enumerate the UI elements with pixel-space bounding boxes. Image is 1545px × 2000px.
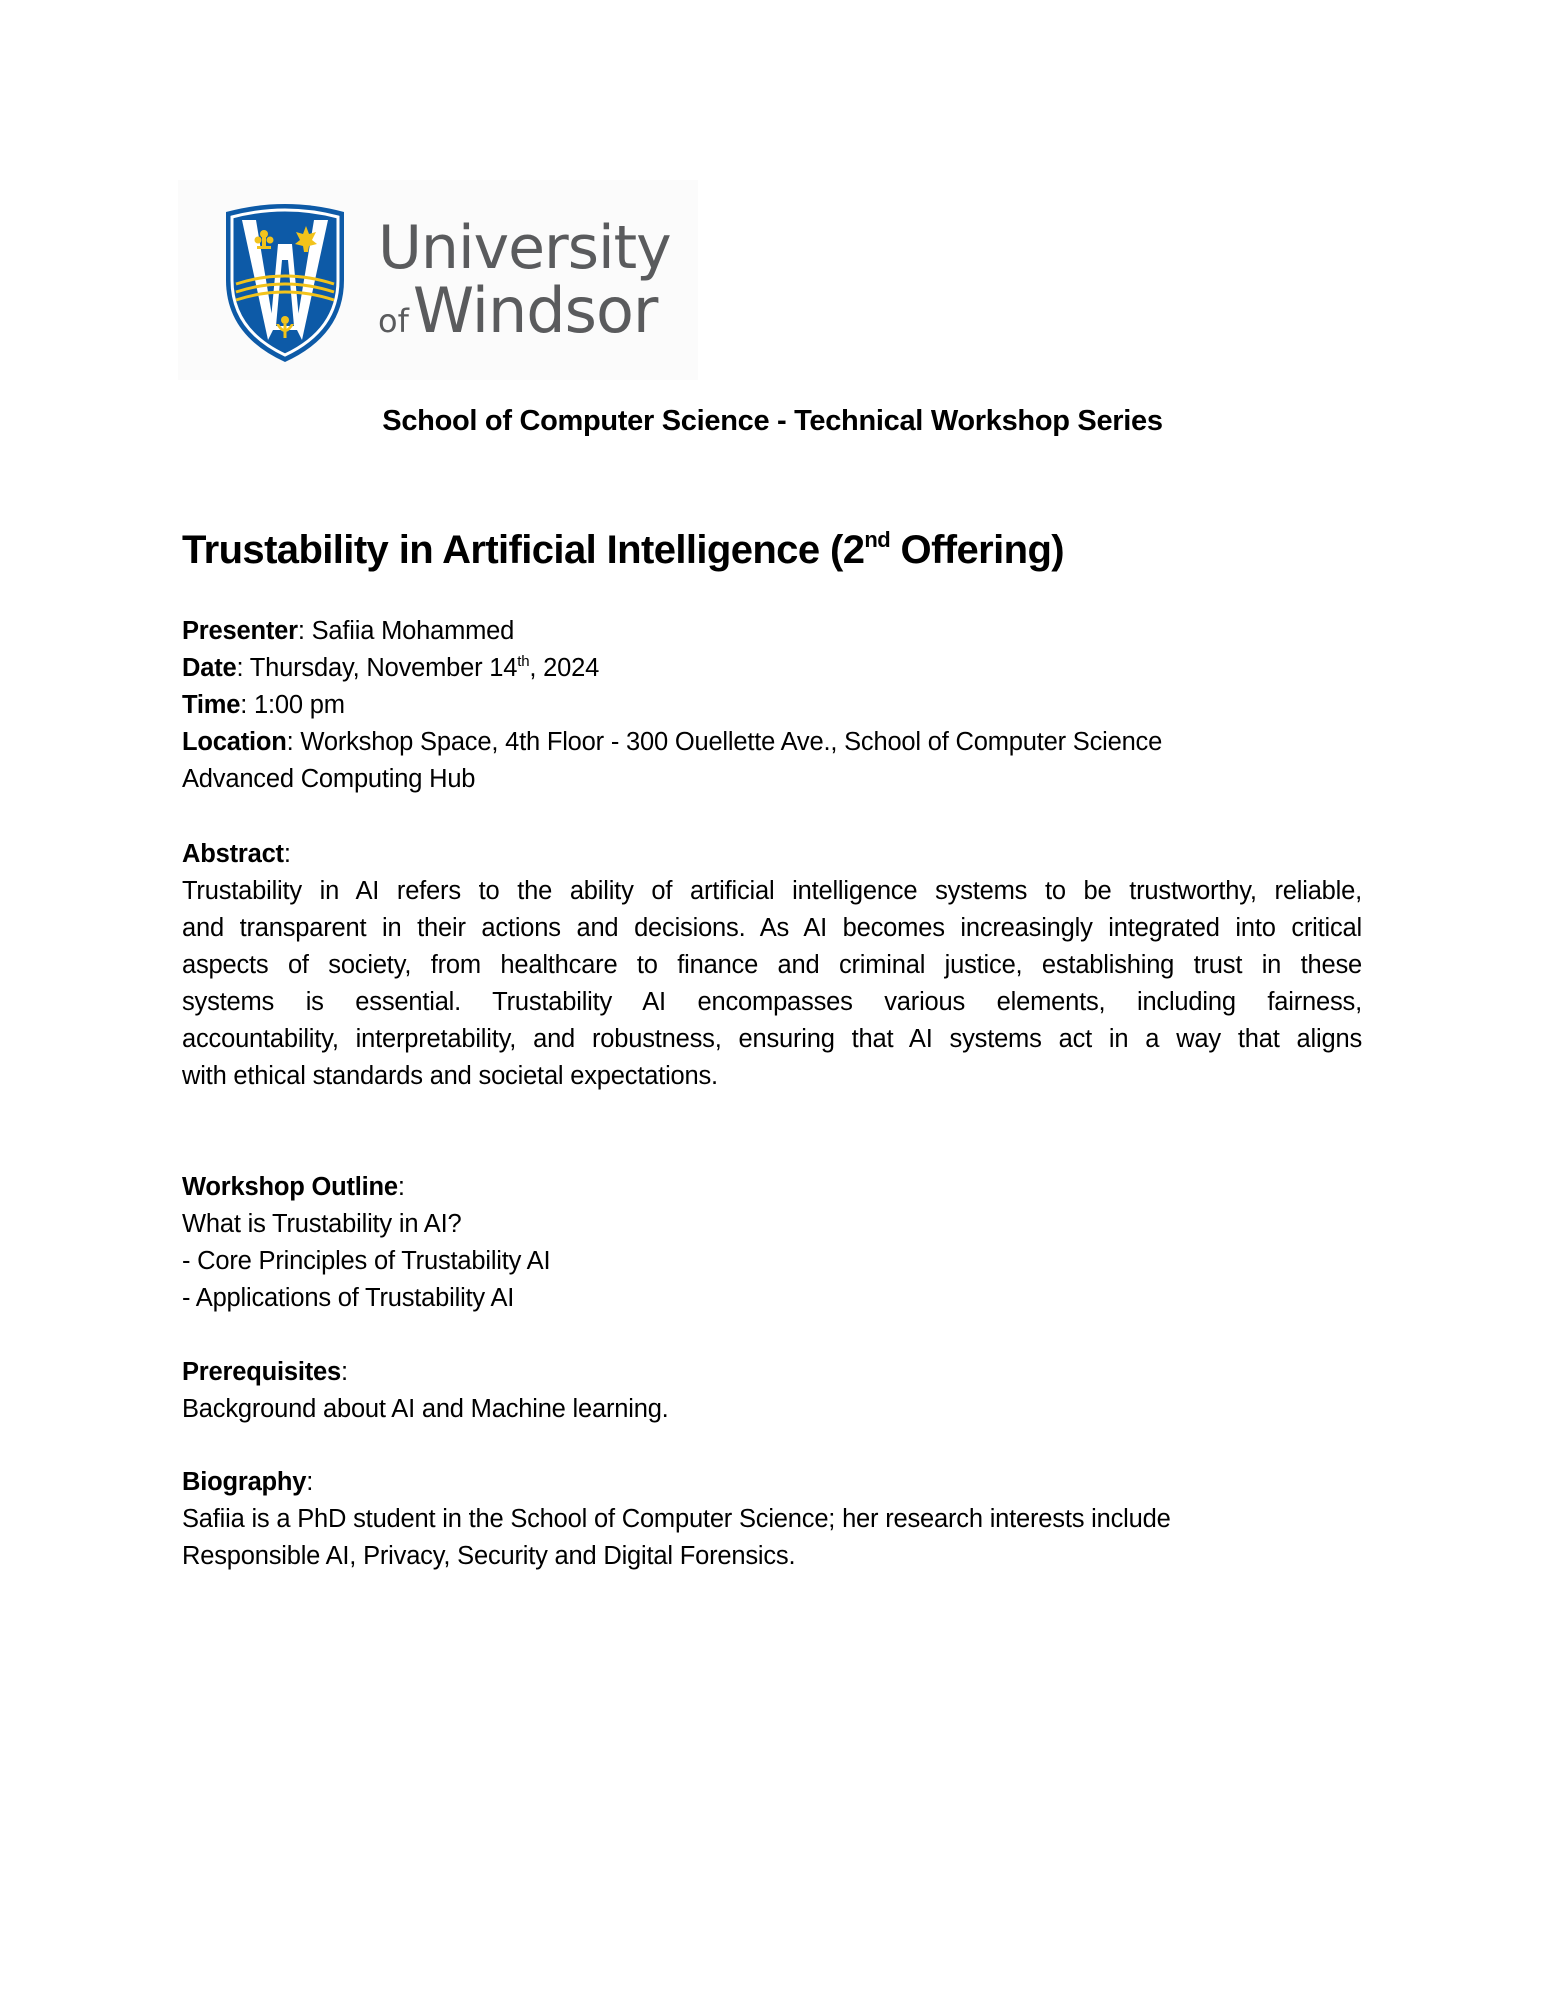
outline-heading xyxy=(182,1169,1362,1206)
wordmark-of: of xyxy=(378,302,409,340)
abstract-line: and transparent in their actions and decisions. As AI becomes increasingly integrated into critical xyxy=(182,914,1362,942)
presenter-row xyxy=(182,613,1362,650)
outline-item: - Core Principles of Trustability AI xyxy=(182,1247,551,1275)
outline-item: - Applications of Trustability AI xyxy=(182,1284,515,1312)
biography-colon: : xyxy=(306,1468,314,1496)
abstract-colon: : xyxy=(283,840,291,868)
location-row xyxy=(182,724,1362,761)
time-row xyxy=(182,687,1362,724)
wordmark-university: University xyxy=(378,213,671,283)
prerequisites-text: Background about AI and Machine learning. xyxy=(182,1395,669,1423)
outline-label: Workshop Outline xyxy=(182,1173,398,1201)
abstract-section xyxy=(182,836,1362,1095)
location-row-2: Advanced Computing Hub xyxy=(182,765,476,793)
abstract-line: systems is essential. Trustability AI encompasses various elements, including fairness, xyxy=(182,988,1362,1016)
prerequisites-label: Prerequisites xyxy=(182,1358,341,1386)
biography-line: Safiia is a PhD student in the School of Computer Science; her research interests include xyxy=(182,1505,1171,1533)
abstract-line: aspects of society, from healthcare to finance and criminal justice, establishing trust in these xyxy=(182,951,1362,979)
prerequisites-colon: : xyxy=(340,1358,348,1386)
biography-line: Responsible AI, Privacy, Security and Digital Forensics. xyxy=(182,1542,796,1570)
abstract-line: with ethical standards and societal expectations. xyxy=(182,1062,718,1090)
title-sup: nd xyxy=(864,527,891,552)
workshop-title xyxy=(182,528,1064,573)
time-label: Time xyxy=(182,691,241,719)
date-year: , 2024 xyxy=(529,654,600,682)
outline-item: What is Trustability in AI? xyxy=(182,1210,462,1238)
wordmark-windsor: Windsor xyxy=(412,274,658,347)
title-main: Trustability in Artificial Intelligence (2 xyxy=(182,528,865,572)
biography-section xyxy=(182,1464,1362,1575)
location-value: : Workshop Space, 4th Floor - 300 Ouellette Ave., School of Computer Science xyxy=(286,728,1163,756)
outline-colon: : xyxy=(397,1173,405,1201)
date-value: : Thursday, November 14 xyxy=(236,654,518,682)
abstract-label: Abstract xyxy=(182,840,284,868)
biography-label: Biography xyxy=(182,1468,307,1496)
presenter-label: Presenter xyxy=(182,617,298,645)
presenter-value: : Safiia Mohammed xyxy=(297,617,515,645)
university-logo xyxy=(178,180,698,380)
date-label: Date xyxy=(182,654,237,682)
title-tail: Offering) xyxy=(890,528,1065,572)
location-label: Location xyxy=(182,728,287,756)
event-details xyxy=(182,613,1362,798)
university-wordmark xyxy=(378,213,671,347)
abstract-line: accountability, interpretability, and robustness, ensuring that AI systems act in a way that aligns xyxy=(182,1025,1362,1053)
date-suffix: th xyxy=(517,653,530,670)
abstract-heading xyxy=(182,836,1362,873)
prerequisites-section xyxy=(182,1354,1362,1428)
time-value: : 1:00 pm xyxy=(240,691,345,719)
biography-heading xyxy=(182,1464,1362,1501)
prerequisites-heading xyxy=(182,1354,1362,1391)
date-row xyxy=(182,650,1362,687)
abstract-line: Trustability in AI refers to the ability of artificial intelligence systems to be trustworthy, reliable, xyxy=(182,877,1362,905)
university-shield-icon xyxy=(220,200,350,365)
series-subtitle: School of Computer Science - Technical Workshop Series xyxy=(382,405,1163,437)
outline-section xyxy=(182,1169,1362,1317)
